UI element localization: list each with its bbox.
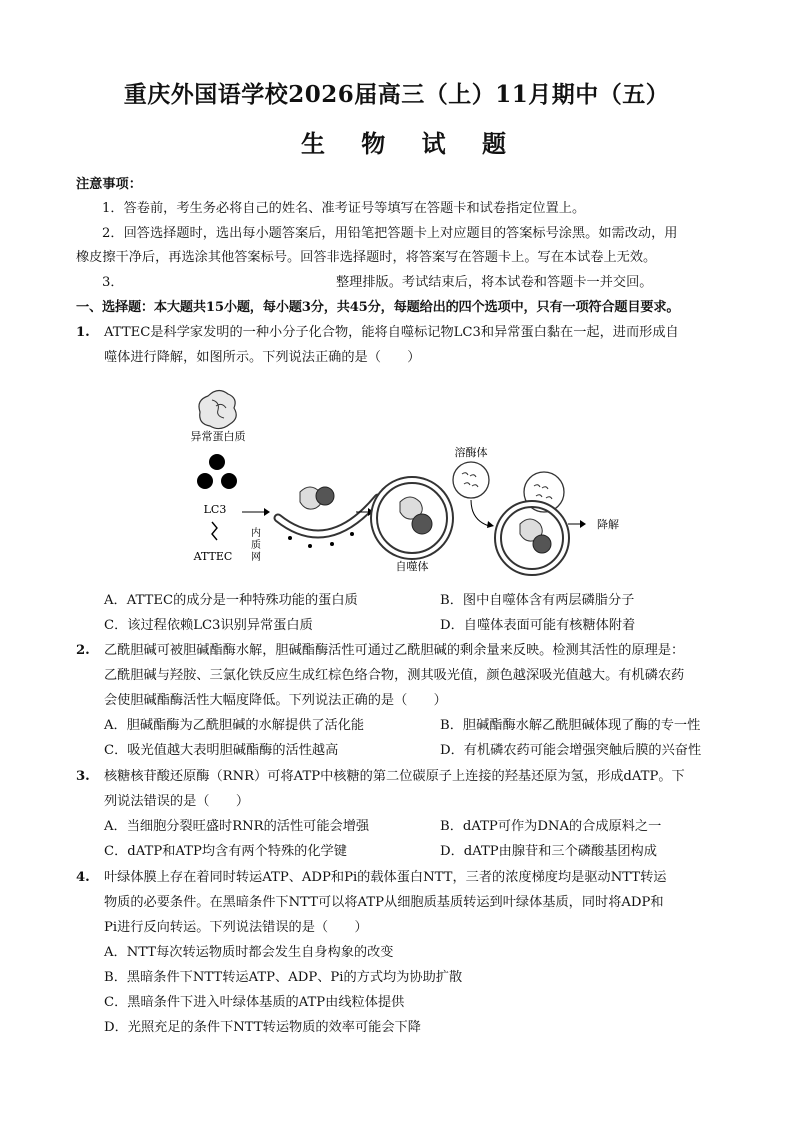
question-2-number: 2. — [76, 643, 90, 658]
molecule-dot-3 — [221, 473, 237, 489]
autolysosome-icon — [498, 472, 566, 572]
question-4-line-3: Pi进行反向转运。下列说法错误的是（ ） — [104, 920, 368, 935]
label-er-3: 网 — [251, 552, 261, 563]
lysosome-icon — [453, 462, 489, 498]
arrow-icon — [471, 500, 489, 526]
notice-item-2-cont: 橡皮擦干净后，再选涂其他答案标号。回答非选择题时，将答案写在答题卡上。写在本试卷上无效。 — [76, 250, 657, 265]
section-heading: 一、选择题：本大题共15小题，每小题3分，共45分，每题给出的四个选项中，只有一项符合题目要求。 — [76, 300, 680, 315]
abnormal-protein-icon — [199, 390, 236, 428]
question-3-option-c[interactable]: C．dATP和ATP均含有两个特殊的化学键 — [104, 844, 347, 859]
label-autophagosome: 自噬体 — [395, 560, 429, 573]
label-degrade: 降解 — [597, 518, 619, 531]
question-2-option-c[interactable]: C．吸光值越大表明胆碱酯酶的活性越高 — [104, 743, 339, 758]
question-4-option-c[interactable]: C．黑暗条件下进入叶绿体基质的ATP由线粒体提供 — [104, 995, 405, 1010]
notice-item-3: 整理排版。考试结束后，将本试卷和答题卡一并交回。 — [336, 275, 653, 290]
question-4-line-1: 叶绿体膜上存在着同时转运ATP、ADP和Pi的载体蛋白NTT，三者的浓度梯度均是驱动NTT转运 — [104, 870, 667, 885]
question-1-option-b[interactable]: B．图中自噬体含有两层磷脂分子 — [440, 593, 635, 608]
question-2-line-2: 乙酰胆碱与羟胺、三氯化铁反应生成红棕色络合物，测其吸光值，颜色越深吸光值越大。有机磷农药 — [104, 668, 685, 683]
label-attec: ATTEC — [193, 550, 233, 563]
question-1-option-d[interactable]: D．自噬体表面可能有核糖体附着 — [440, 618, 636, 633]
question-3-option-b[interactable]: B．dATP可作为DNA的合成原料之一 — [440, 819, 662, 834]
question-4-line-2: 物质的必要条件。在黑暗条件下NTT可以将ATP从细胞质基质转运到叶绿体基质，同时将ADP和 — [104, 895, 664, 910]
arrow-icon — [568, 520, 586, 528]
question-4-option-a[interactable]: A．NTT每次转运物质时都会发生自身构象的改变 — [104, 945, 394, 960]
question-1-option-a[interactable]: A．ATTEC的成分是一种特殊功能的蛋白质 — [104, 593, 358, 608]
notice-heading: 注意事项： — [76, 177, 142, 192]
arrow-icon — [242, 508, 270, 516]
question-2-option-a[interactable]: A．胆碱酯酶为乙酰胆碱的水解提供了活化能 — [104, 718, 365, 733]
notice-item-2: 2．回答选择题时，选出每小题答案后，用铅笔把答题卡上对应题目的答案标号涂黑。如需改动，用 — [102, 226, 678, 241]
label-er-2: 质 — [251, 540, 261, 551]
question-2-option-d[interactable]: D．有机磷农药可能会增强突触后膜的兴奋性 — [440, 743, 702, 758]
question-1-line-2: 噬体进行降解，如图所示。下列说法正确的是（ ） — [104, 350, 421, 365]
question-1-line-1: ATTEC是科学家发明的一种小分子化合物，能将自噬标记物LC3和异常蛋白黏在一起，进而形成自 — [104, 325, 679, 340]
label-lysosome: 溶酶体 — [454, 446, 488, 459]
attec-icon — [212, 522, 217, 540]
arrowhead-icon — [487, 521, 494, 528]
exam-title: 重庆外国语学校2026届高三（上）11月期中（五） — [123, 81, 670, 108]
question-3-line-2: 列说法错误的是（ ） — [104, 794, 250, 809]
question-3-line-1: 核糖核苷酸还原酶（RNR）可将ATP中核糖的第二位碳原子上连接的羟基还原为氢，形成dATP。下 — [104, 769, 685, 784]
question-4-option-b[interactable]: B．黑暗条件下NTT转运ATP、ADP、Pi的方式均为协助扩散 — [104, 970, 463, 985]
notice-item-3-num: 3． — [102, 275, 124, 290]
label-abnormal-protein: 异常蛋白质 — [190, 430, 246, 443]
molecule-dot-2 — [197, 473, 213, 489]
question-3-number: 3. — [76, 769, 90, 784]
exam-subtitle: 生 物 试 题 — [300, 129, 521, 158]
question-2-option-b[interactable]: B．胆碱酯酶水解乙酰胆碱体现了酶的专一性 — [440, 718, 701, 733]
question-1-number: 1. — [76, 325, 90, 340]
question-1-option-c[interactable]: C．该过程依赖LC3识别异常蛋白质 — [104, 618, 313, 633]
question-3-option-a[interactable]: A．当细胞分裂旺盛时RNR的活性可能会增强 — [104, 819, 370, 834]
autophagosome-icon — [374, 480, 450, 556]
question-2-line-1: 乙酰胆碱可被胆碱酯酶水解，胆碱酯酶活性可通过乙酰胆碱的剩余量来反映。检测其活性的原理是： — [104, 643, 685, 658]
endoplasmic-reticulum-icon — [278, 487, 378, 548]
notice-item-1: 1．答卷前，考生务必将自己的姓名、准考证号等填写在答题卡和试卷指定位置上。 — [102, 201, 586, 216]
label-er-1: 内 — [251, 528, 261, 539]
label-lc3: LC3 — [203, 503, 227, 516]
molecule-dot-1 — [209, 454, 225, 470]
question-4-option-d[interactable]: D．光照充足的条件下NTT转运物质的效率可能会下降 — [104, 1020, 421, 1035]
question-2-line-3: 会使胆碱酯酶活性大幅度降低。下列说法正确的是（ ） — [104, 693, 447, 708]
autophagy-figure — [160, 378, 660, 578]
question-3-option-d[interactable]: D．dATP由腺苷和三个磷酸基团构成 — [440, 844, 657, 859]
question-4-number: 4. — [76, 870, 90, 885]
